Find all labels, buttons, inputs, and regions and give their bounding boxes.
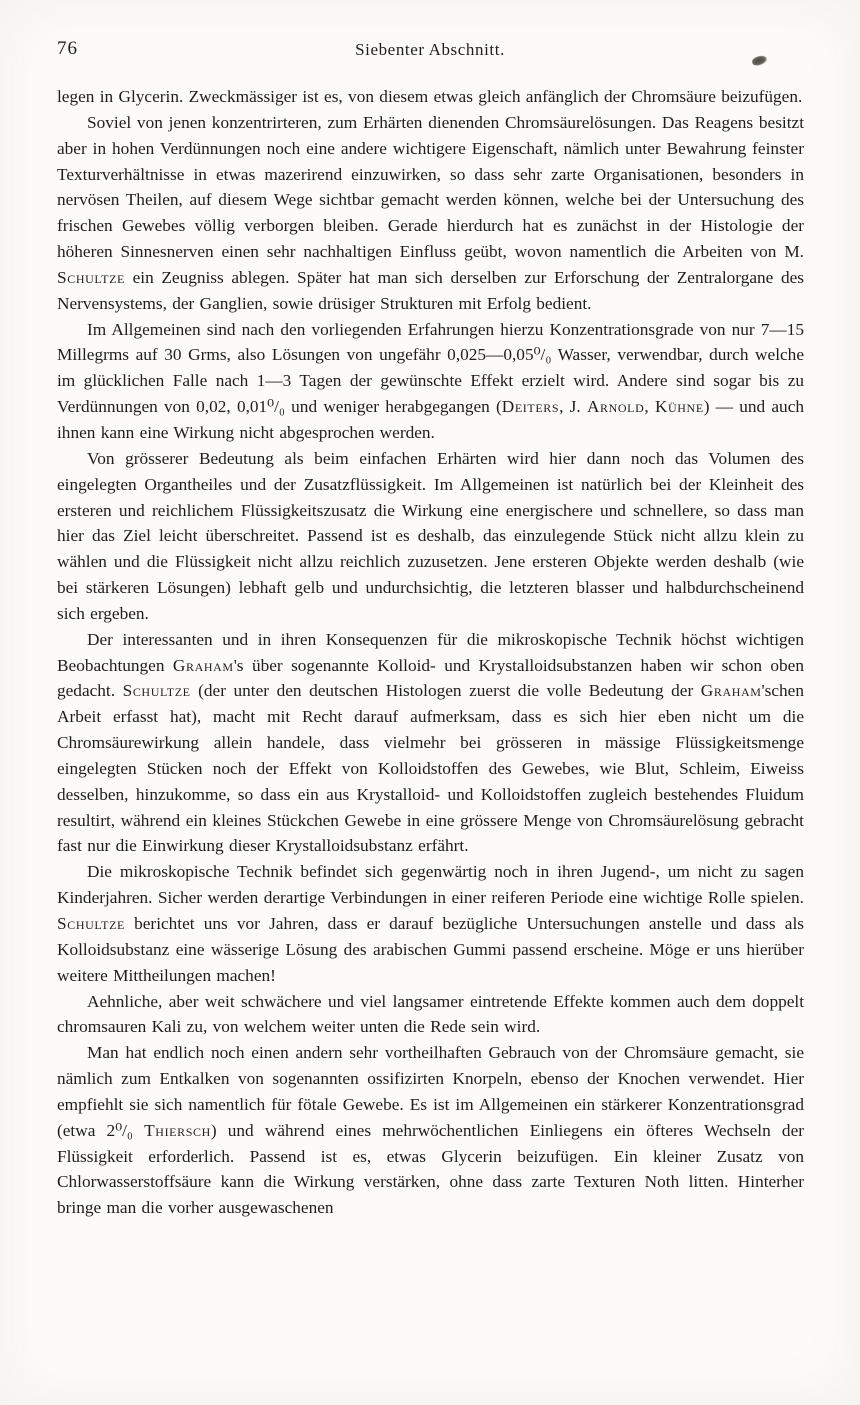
paragraph-6: Die mikroskopische Technik befindet sich gegenwärtig noch in ihren Jugend-, um nicht zu sagen Kinderjahren. Sicher werden derartige Verbindungen in einer reiferen Periode eine wichtige Rolle spielen. Schultze berichtet uns vor Jahren, dass er darauf bezügliche Untersuchungen anstelle und dass als Kolloidsubstanz eine wässerige Lösung des arabischen Gummi passend erscheine. Möge er uns hierüber weitere Mittheilungen machen! (57, 862, 804, 985)
page-header (57, 38, 803, 66)
paragraph-5: Der interessanten und in ihren Konsequenzen für die mikroskopische Technik höchst wichtigen Beobachtungen Graham's über sogenannte Kolloid- und Krystalloidsubstanzen haben wir schon oben gedacht. Schultze (der unter den deutschen Histologen zuerst die volle Bedeutung der Graham'schen Arbeit erfasst hat), macht mit Recht darauf aufmerksam, dass es sich hier eben nicht um die Chromsäurewirkung allein handele, dass vielmehr bei grösseren in mässige Flüssigkeitsmenge eingelegten Stücken noch der Effekt von Kolloidstoffen des Gewebes, wie Blut, Schleim, Eiweiss desselben, hinzukomme, so dass ein aus Krystalloid- und Kolloidstoffen zugleich bestehendes Fluidum resultirt, während ein kleines Stückchen Gewebe in eine grössere Menge von Chromsäurelösung gebracht fast nur die Einwirkung dieser Krystalloidsubstanz erfährt. (57, 629, 804, 856)
paragraph-3: Im Allgemeinen sind nach den vorliegenden Erfahrungen hierzu Konzentrationsgrade von nur 7—15 Millegrms auf 30 Grms, also Lösungen von ungefähr 0,025—0,05⁰/₀ Wasser, verwendbar, durch welche im glücklichen Falle nach 1—3 Tagen der gewünschte Effekt erzielt wird. Andere sind sogar bis zu Verdünnungen von 0,02, 0,01⁰/₀ und weniger herabgegangen (Deiters, J. Arnold, Kühne) — und auch ihnen kann eine Wirkung nicht abgesprochen werden. (57, 319, 805, 442)
page-body (57, 84, 804, 1221)
page-number: 76 (57, 38, 78, 59)
paragraph-1: legen in Glycerin. Zweckmässiger ist es, von diesem etwas gleich anfänglich der Chromsäure beizufügen. (57, 87, 803, 106)
paragraph-7: Aehnliche, aber weit schwächere und viel langsamer eintretende Effekte kommen auch dem doppelt chromsauren Kali zu, von welchem weiter unten die Rede sein wird. (57, 991, 804, 1037)
paragraph-4: Von grösserer Bedeutung als beim einfachen Erhärten wird hier dann noch das Volumen des eingelegten Organtheiles und der Zusatzflüssigkeit. Im Allgemeinen ist natürlich bei der Kleinheit des ersteren und reichlichem Flüssigkeitszusatz die Wirkung eine energischere und schnellere, so dass man hier das Ziel leicht überschreitet. Passend ist es deshalb, das einzulegende Stück nicht allzu klein zu wählen und die Flüssigkeit nicht allzu reichlich zuzusetzen. Jene ersteren Objekte werden deshalb (wie bei stärkeren Lösungen) lebhaft gelb und undurchsichtig, die letzteren blasser und halbdurchscheinend sich ergeben. (57, 448, 804, 623)
paragraph-2: Soviel von jenen konzentrirteren, zum Erhärten dienenden Chromsäurelösungen. Das Reagens besitzt aber in hohen Verdünnungen noch eine andere wichtigere Eigenschaft, nämlich unter Bewahrung feinster Texturverhältnisse in etwas mazerirend einzuwirken, so dass sehr zarte Organisationen, besonders in nervösen Theilen, auf diesem Wege sichtbar gemacht werden können, welche bei der Untersuchung des frischen Gewebes völlig verborgen bleiben. Gerade hierdurch hat es zunächst in der Histologie der höheren Sinnesnerven einen sehr nachhaltigen Einfluss geübt, wovon namentlich die Arbeiten von M. Schultze ein Zeugniss ablegen. Später hat man sich derselben zur Erforschung der Zentralorgane des Nervensystems, der Ganglien, sowie drüsiger Strukturen mit Erfolg bedient. (57, 112, 804, 313)
paragraph-8: Man hat endlich noch einen andern sehr vortheilhaften Gebrauch von der Chromsäure gemacht, sie nämlich zum Entkalken von sogenannten ossifizirten Knorpeln, ebenso der Knochen verwendet. Hier empfiehlt sie sich namentlich für fötale Gewebe. Es ist im Allgemeinen ein stärkerer Konzentrationsgrad (etwa 2⁰/₀ Thiersch) und während eines mehrwöchentlichen Einliegens ein öfteres Wechseln der Flüssigkeit erforderlich. Passend ist es, etwas Glycerin beizufügen. Ein kleiner Zusatz von Chlorwasserstoffsäure kann die Wirkung verstärken, ohne dass zarte Texturen Noth litten. Hinterher bringe man die vorher ausgewaschenen (57, 1043, 804, 1218)
running-title: Siebenter Abschnitt. (355, 40, 505, 59)
